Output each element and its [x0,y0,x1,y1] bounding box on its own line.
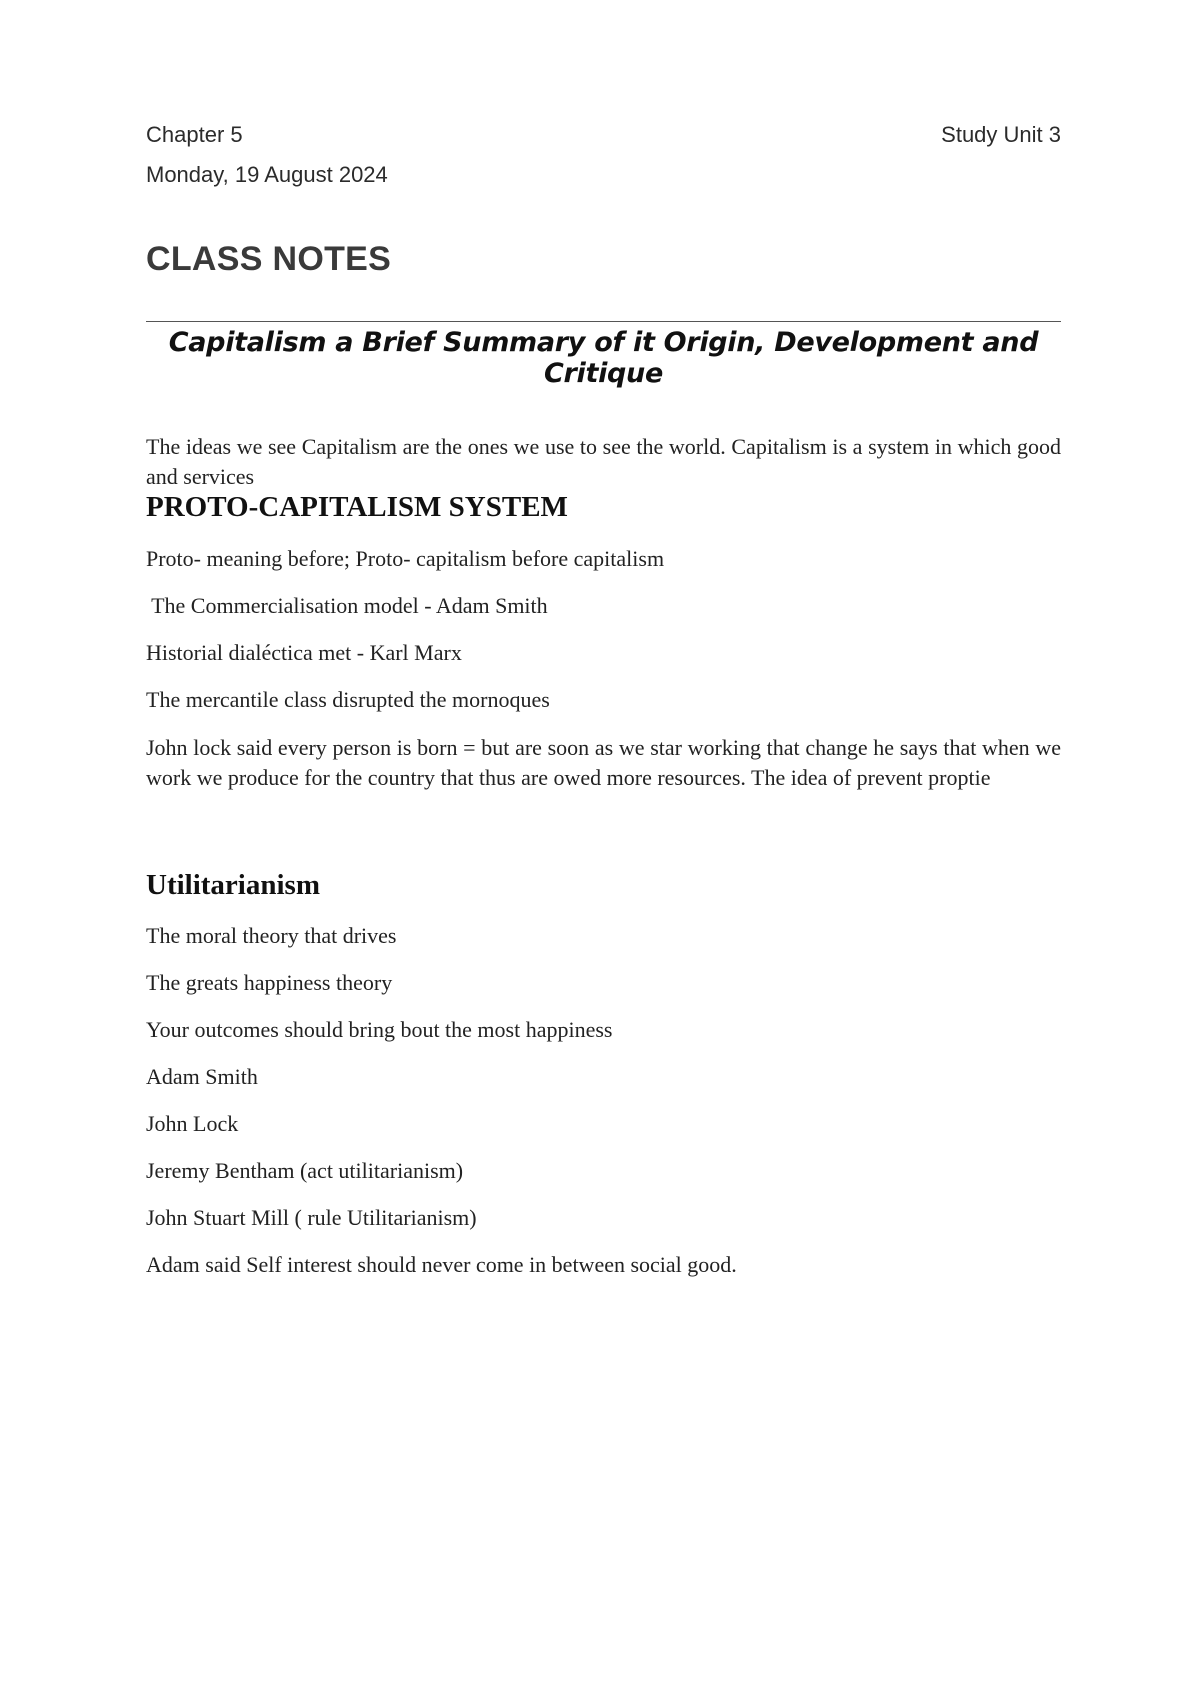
proto-line: The Commercialisation model - Adam Smith [146,593,548,618]
chapter-label: Chapter 5 [146,122,243,147]
date-label: Monday, 19 August 2024 [146,162,388,187]
document-title: Capitalism a Brief Summary of it Origin, Development and Critique [168,327,1039,389]
utilitarianism-line: John Lock [146,1111,239,1136]
proto-line: The mercantile class disrupted the mornoques [146,687,550,712]
utilitarianism-line: Jeremy Bentham (act utilitarianism) [146,1158,464,1183]
intro-paragraph: The ideas we see Capitalism are the ones we use to see the world. Capitalism is a system in which good and services [146,434,1061,489]
class-notes-heading: CLASS NOTES [146,240,392,278]
proto-line: Historial dialéctica met - Karl Marx [146,640,462,665]
utilitarianism-heading: Utilitarianism [146,869,320,901]
utilitarianism-line: Your outcomes should bring bout the most happiness [146,1017,613,1042]
proto-capitalism-heading: PROTO-CAPITALISM SYSTEM [146,491,568,523]
utilitarianism-line: Adam Smith [146,1064,258,1089]
utilitarianism-line: Adam said Self interest should never come in between social good. [146,1252,737,1277]
title-divider [146,321,1061,322]
study-unit-label: Study Unit 3 [941,122,1061,147]
utilitarianism-line: The greats happiness theory [146,970,393,995]
john-lock-paragraph: John lock said every person is born = but are soon as we star working that change he says that when we work we produce for the country that thus are owed more resources. The idea of prevent proptie [146,735,1061,790]
utilitarianism-line: John Stuart Mill ( rule Utilitarianism) [146,1205,477,1230]
utilitarianism-line: The moral theory that drives [146,923,397,948]
proto-line: Proto- meaning before; Proto- capitalism before capitalism [146,546,665,571]
